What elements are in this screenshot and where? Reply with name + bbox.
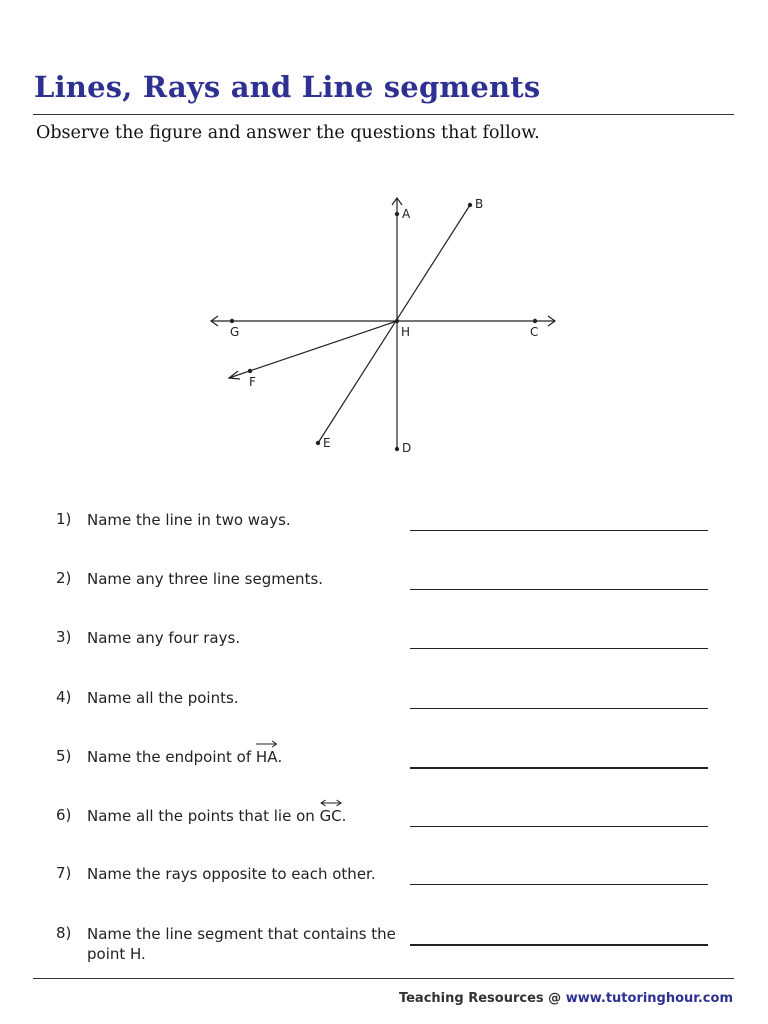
ray-arrow-icon [256, 740, 278, 748]
question-text [87, 806, 397, 826]
point-c [533, 319, 537, 323]
question-text: Name the line segment that contains the point H. [87, 925, 396, 963]
line-notation [320, 806, 342, 826]
answer-line-1[interactable] [410, 530, 708, 531]
question-text-before: Name all the points that lie on [87, 807, 320, 825]
question-text: Name all the points. [87, 689, 239, 707]
instructions: Observe the figure and answer the questions that follow. [36, 123, 540, 143]
question-number: 6) [56, 806, 72, 824]
label-d: D [402, 441, 412, 455]
point-a [395, 212, 399, 216]
question-text: Name any four rays. [87, 629, 241, 647]
answer-line-3[interactable] [410, 648, 708, 649]
point-b [468, 203, 472, 207]
question-1 [56, 510, 716, 550]
question-text: Name the line in two ways. [87, 511, 291, 529]
footer-label: Teaching Resources @ [398, 991, 566, 1006]
label-h: H [401, 325, 411, 339]
worksheet-title: Lines, Rays and Line segments [34, 70, 541, 104]
question-5 [56, 747, 716, 787]
label-a: A [402, 207, 411, 221]
footer-link[interactable]: www.tutoringhour.com [565, 991, 733, 1006]
question-number: 5) [56, 747, 72, 765]
geometry-figure [0, 0, 768, 480]
question-text: Name the rays opposite to each other. [87, 865, 376, 883]
answer-line-8[interactable] [410, 944, 708, 946]
label-b: B [475, 197, 484, 211]
segment-eb [318, 205, 470, 443]
question-number: 7) [56, 864, 72, 882]
question-number: 1) [56, 510, 72, 528]
question-6 [56, 806, 716, 846]
ray-hf [229, 321, 397, 378]
label-c: C [530, 325, 539, 339]
line-arrow-icon [320, 799, 342, 807]
line-name: GC [319, 807, 342, 825]
label-f: F [249, 375, 256, 389]
question-2 [56, 569, 716, 609]
answer-line-5[interactable] [410, 767, 708, 769]
point-d [395, 447, 399, 451]
point-h [395, 319, 399, 323]
question-text: Name any three line segments. [87, 570, 324, 588]
point-f [248, 369, 252, 373]
question-number: 4) [56, 688, 72, 706]
label-e: E [323, 436, 331, 450]
footer-divider [33, 978, 734, 979]
question-text [87, 747, 397, 767]
question-text-after: . [277, 748, 283, 766]
answer-line-6[interactable] [410, 826, 708, 827]
answer-line-7[interactable] [410, 884, 708, 885]
ray-name: HA [255, 748, 278, 766]
question-4 [56, 688, 716, 728]
question-text-before: Name the endpoint of [87, 748, 256, 766]
question-3 [56, 628, 716, 668]
question-8 [56, 924, 716, 964]
point-g [230, 319, 234, 323]
question-text-after: . [341, 807, 347, 825]
ray-notation [256, 747, 278, 767]
footer [399, 991, 733, 1006]
label-g: G [230, 325, 240, 339]
answer-line-2[interactable] [410, 589, 708, 590]
question-7 [56, 864, 716, 904]
answer-line-4[interactable] [410, 708, 708, 709]
question-number: 8) [56, 924, 72, 942]
question-number: 3) [56, 628, 72, 646]
question-number: 2) [56, 569, 72, 587]
point-e [316, 441, 320, 445]
